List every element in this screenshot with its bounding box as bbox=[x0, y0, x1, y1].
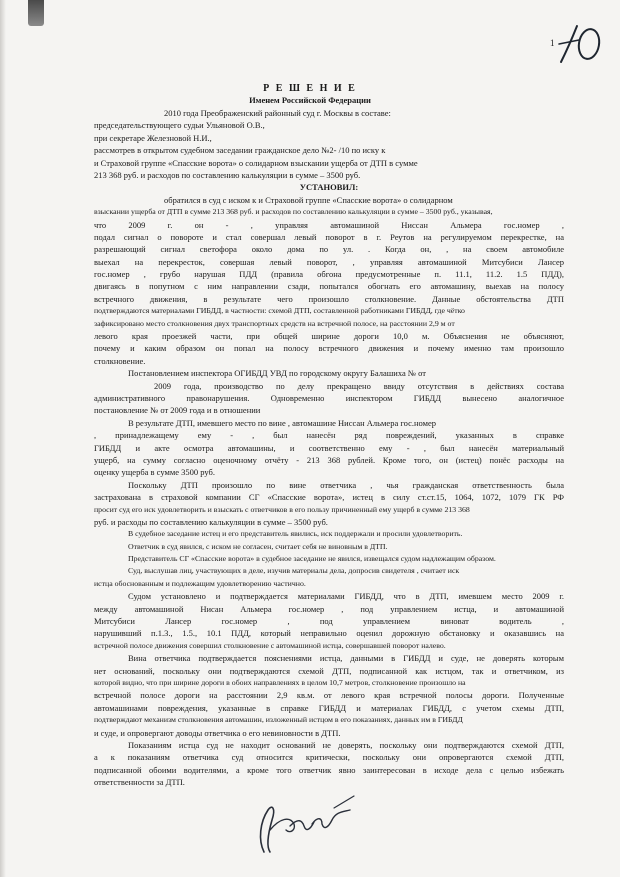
text-line: а к показаниям ответчика суд относится критически, поскольку они опровергаются схемой ДТП, bbox=[94, 752, 564, 763]
text-line: автомашинами повреждения, указанные в справке ГИБДД и материалах ГИБДД, с учетом схемы ДТП, bbox=[94, 702, 564, 713]
text-line: обратился в суд с иском к и Страховой группе «Спасские ворота» о солидарном bbox=[164, 194, 453, 205]
text-line: левого края проезжей части, при общей ширине дороги 10,0 м. Объяснения не объясняют, bbox=[94, 331, 564, 342]
text-line: между автомашиной Нисан Альмера гос.номер , под управлением истца, и автомашиной bbox=[94, 603, 564, 614]
text-line: разрешающий сигнал светофора около дома по ул. . Когда он, , на своем автомобиле bbox=[94, 244, 564, 255]
text-line: встречного движения, в результате чего произошло столкновение. Данные обстоятельства ДТП bbox=[94, 293, 564, 304]
text-line: В судебное заседание истец и его представитель явились, иск поддержали и просили удовлетворить. bbox=[128, 529, 463, 539]
text-line: подал сигнал о повороте и стал совершал левый поворот в г. Реутов на регулируемом перекрестке, на bbox=[94, 231, 564, 242]
text-line: гос.номер , грубо нарушая ПДД (правила обгона предусмотренные п. 11.1, 11.2. 1.5 ПДД), bbox=[94, 269, 564, 280]
judge-signature-icon bbox=[250, 790, 360, 860]
text-line: Постановлением инспектора ОГИБДД УВД по городскому округу Балашиха № от bbox=[128, 368, 426, 379]
text-line: при секретаре Железновой Н.И., bbox=[94, 132, 212, 143]
text-line: истца обоснованным и подлежащим удовлетворению частично. bbox=[94, 578, 306, 588]
section-heading: УСТАНОВИЛ: bbox=[299, 182, 359, 193]
text-line: подписанной обоими водителями, а кроме того ответчик явно заинтересован в исходе дела с целью избежать bbox=[94, 764, 564, 775]
page-number: 1 bbox=[550, 38, 555, 48]
text-line: встречной полосе дороги на расстоянии 2,9 кв.м. от левого края встречной полосы дороги. Полученные bbox=[94, 690, 564, 701]
text-line: постановление № от 2009 года и в отношении bbox=[94, 405, 261, 416]
text-line: Ответчик в суд явился, с иском не согласен, считает себя не виновным в ДТП. bbox=[128, 541, 388, 551]
text-line: столкновение. bbox=[94, 355, 146, 366]
text-line: которой видно, что при ширине дороги в обоих направлениях в целом 10,7 метров, столкновение произошло на bbox=[94, 677, 466, 687]
text-line: административного правонарушения. Одновременно инспектором ГИБДД вынесено аналогичное bbox=[94, 392, 564, 403]
text-line: нарушивший п.1.3., 1.5., 10.1 ПДД, который неправильно оценил дорожную обстановку и оказавшись на bbox=[94, 628, 564, 639]
text-line: ущерб, на сумму согласно оценочному отчёту - 213 368 рублей. Кроме того, он (истец) понёс расходы на bbox=[94, 454, 564, 465]
decision-body-text bbox=[94, 107, 564, 788]
text-line: нет оснований, поскольку они подтверждаются схемой ДТП, подписанной как истцом, так и ответчиком, из bbox=[94, 665, 564, 676]
text-line: и суде, и опровергают доводы ответчика о его невиновности в ДТП. bbox=[94, 727, 341, 738]
text-line: председательствующего судьи Ульяновой О.В., bbox=[94, 120, 265, 131]
text-line: подтверждают механизм столкновения автомашин, изложенный истцом в его показаниях, данных им в ГИБДД bbox=[94, 715, 463, 725]
scan-edge-shadow bbox=[0, 0, 6, 877]
document-subtitle: Именем Российской Федерации bbox=[249, 95, 371, 105]
text-line: взыскании ущерба от ДТП в сумме 213 368 руб. и расходов по составлению калькуляции в сумме – 3500 руб., указывая, bbox=[94, 207, 493, 217]
text-line: Суд, выслушав лиц, участвующих в деле, изучив материалы дела, допросив свидетеля , считает иск bbox=[128, 566, 460, 576]
text-line: зафиксировано место столкновения двух транспортных средств на встречной полосе, на расстоянии 2,9 м от bbox=[94, 318, 455, 328]
text-line: Судом установлено и подтверждается материалами ГИБДД, что в ДТП, имевшем место 2009 г. bbox=[128, 591, 564, 602]
scan-clip-mark bbox=[28, 0, 44, 26]
text-line: что 2009 г. он - , управляя автомашиной Ниссан Альмера гос.номер , bbox=[94, 219, 564, 230]
text-line: и Страховой группе «Спасские ворота» о солидарном взыскании ущерба от ДТП в сумме bbox=[94, 157, 418, 168]
text-line: , принадлежащему ему - , был нанесён ряд повреждений, указанных в справке bbox=[94, 430, 564, 441]
text-line: ответственности за ДТП. bbox=[94, 777, 185, 788]
text-line: просит суд его иск удовлетворить и взыскать с ответчиков в его пользу причиненный ему ущерб в сумме 213 368 bbox=[94, 504, 470, 514]
text-line: встречной полосе движения совершил столкновение с автомашиной истца, совершавшей поворот налево. bbox=[94, 640, 446, 650]
text-line: ГИБДД и акте осмотра автомашины, и соответственно ему - , был нанесён материальный bbox=[94, 442, 564, 453]
text-line: почему и каким образом он попал на полосу встречного движения и почему именно там произошло bbox=[94, 343, 564, 354]
text-line: двигаясь в попутном с ним направлении сзади, попытался обогнать его автомашину, выехав на полосу bbox=[94, 281, 564, 292]
text-line: руб. и расходы по составлению калькуляции в сумме – 3500 руб. bbox=[94, 516, 328, 527]
text-line: Вина ответчика подтверждается пояснениями истца, данными в ГИБДД и суде, не доверять которым bbox=[128, 653, 564, 664]
text-line: подтверждаются материалами ГИБДД, в частности: схемой ДТП, составленной работниками ГИБДД, где чётко bbox=[94, 306, 465, 316]
document-title: Р Е Ш Е Н И Е bbox=[263, 83, 357, 94]
text-line: оценку ущерба в сумме 3500 руб. bbox=[94, 467, 215, 478]
text-line: застрахована в страховой компании СГ «Спасские ворота», истец в силу ст.ст.15, 1064, 1072, 1079 ГК РФ bbox=[94, 492, 564, 503]
text-line: Представитель СГ «Спасские ворота» в судебное заседание не явился, извещался судом надлежащим образом. bbox=[128, 554, 496, 564]
text-line: 2010 года Преображенский районный суд г. Москвы в составе: bbox=[164, 108, 391, 118]
text-line: выехал на перекресток, совершая левый поворот, , управляя автомашиной Митсубиси Лансер bbox=[94, 256, 564, 267]
text-line: Поскольку ДТП произошло по вине ответчика , чья гражданская ответственность была bbox=[128, 479, 564, 490]
text-line: 213 368 руб. и расходов по составлению калькуляции в сумме – 3500 руб. bbox=[94, 169, 361, 180]
text-line: Митсубиси Лансер гос.номер , под управлением виноват водитель , bbox=[94, 616, 564, 627]
text-line: Показаниям истца суд не находит оснований не доверять, поскольку они подтверждаются схемой ДТП, bbox=[128, 739, 564, 750]
handwritten-page-number-icon bbox=[555, 22, 603, 68]
text-line: 2009 года, производство по делу прекращено ввиду отсутствия в действиях состава bbox=[154, 380, 564, 391]
text-line: рассмотрев в открытом судебном заседании гражданское дело №2- /10 по иску к bbox=[94, 145, 386, 156]
text-line: В результате ДТП, имевшего место по вине , автомашине Ниссан Альмера гос.номер bbox=[128, 417, 437, 428]
